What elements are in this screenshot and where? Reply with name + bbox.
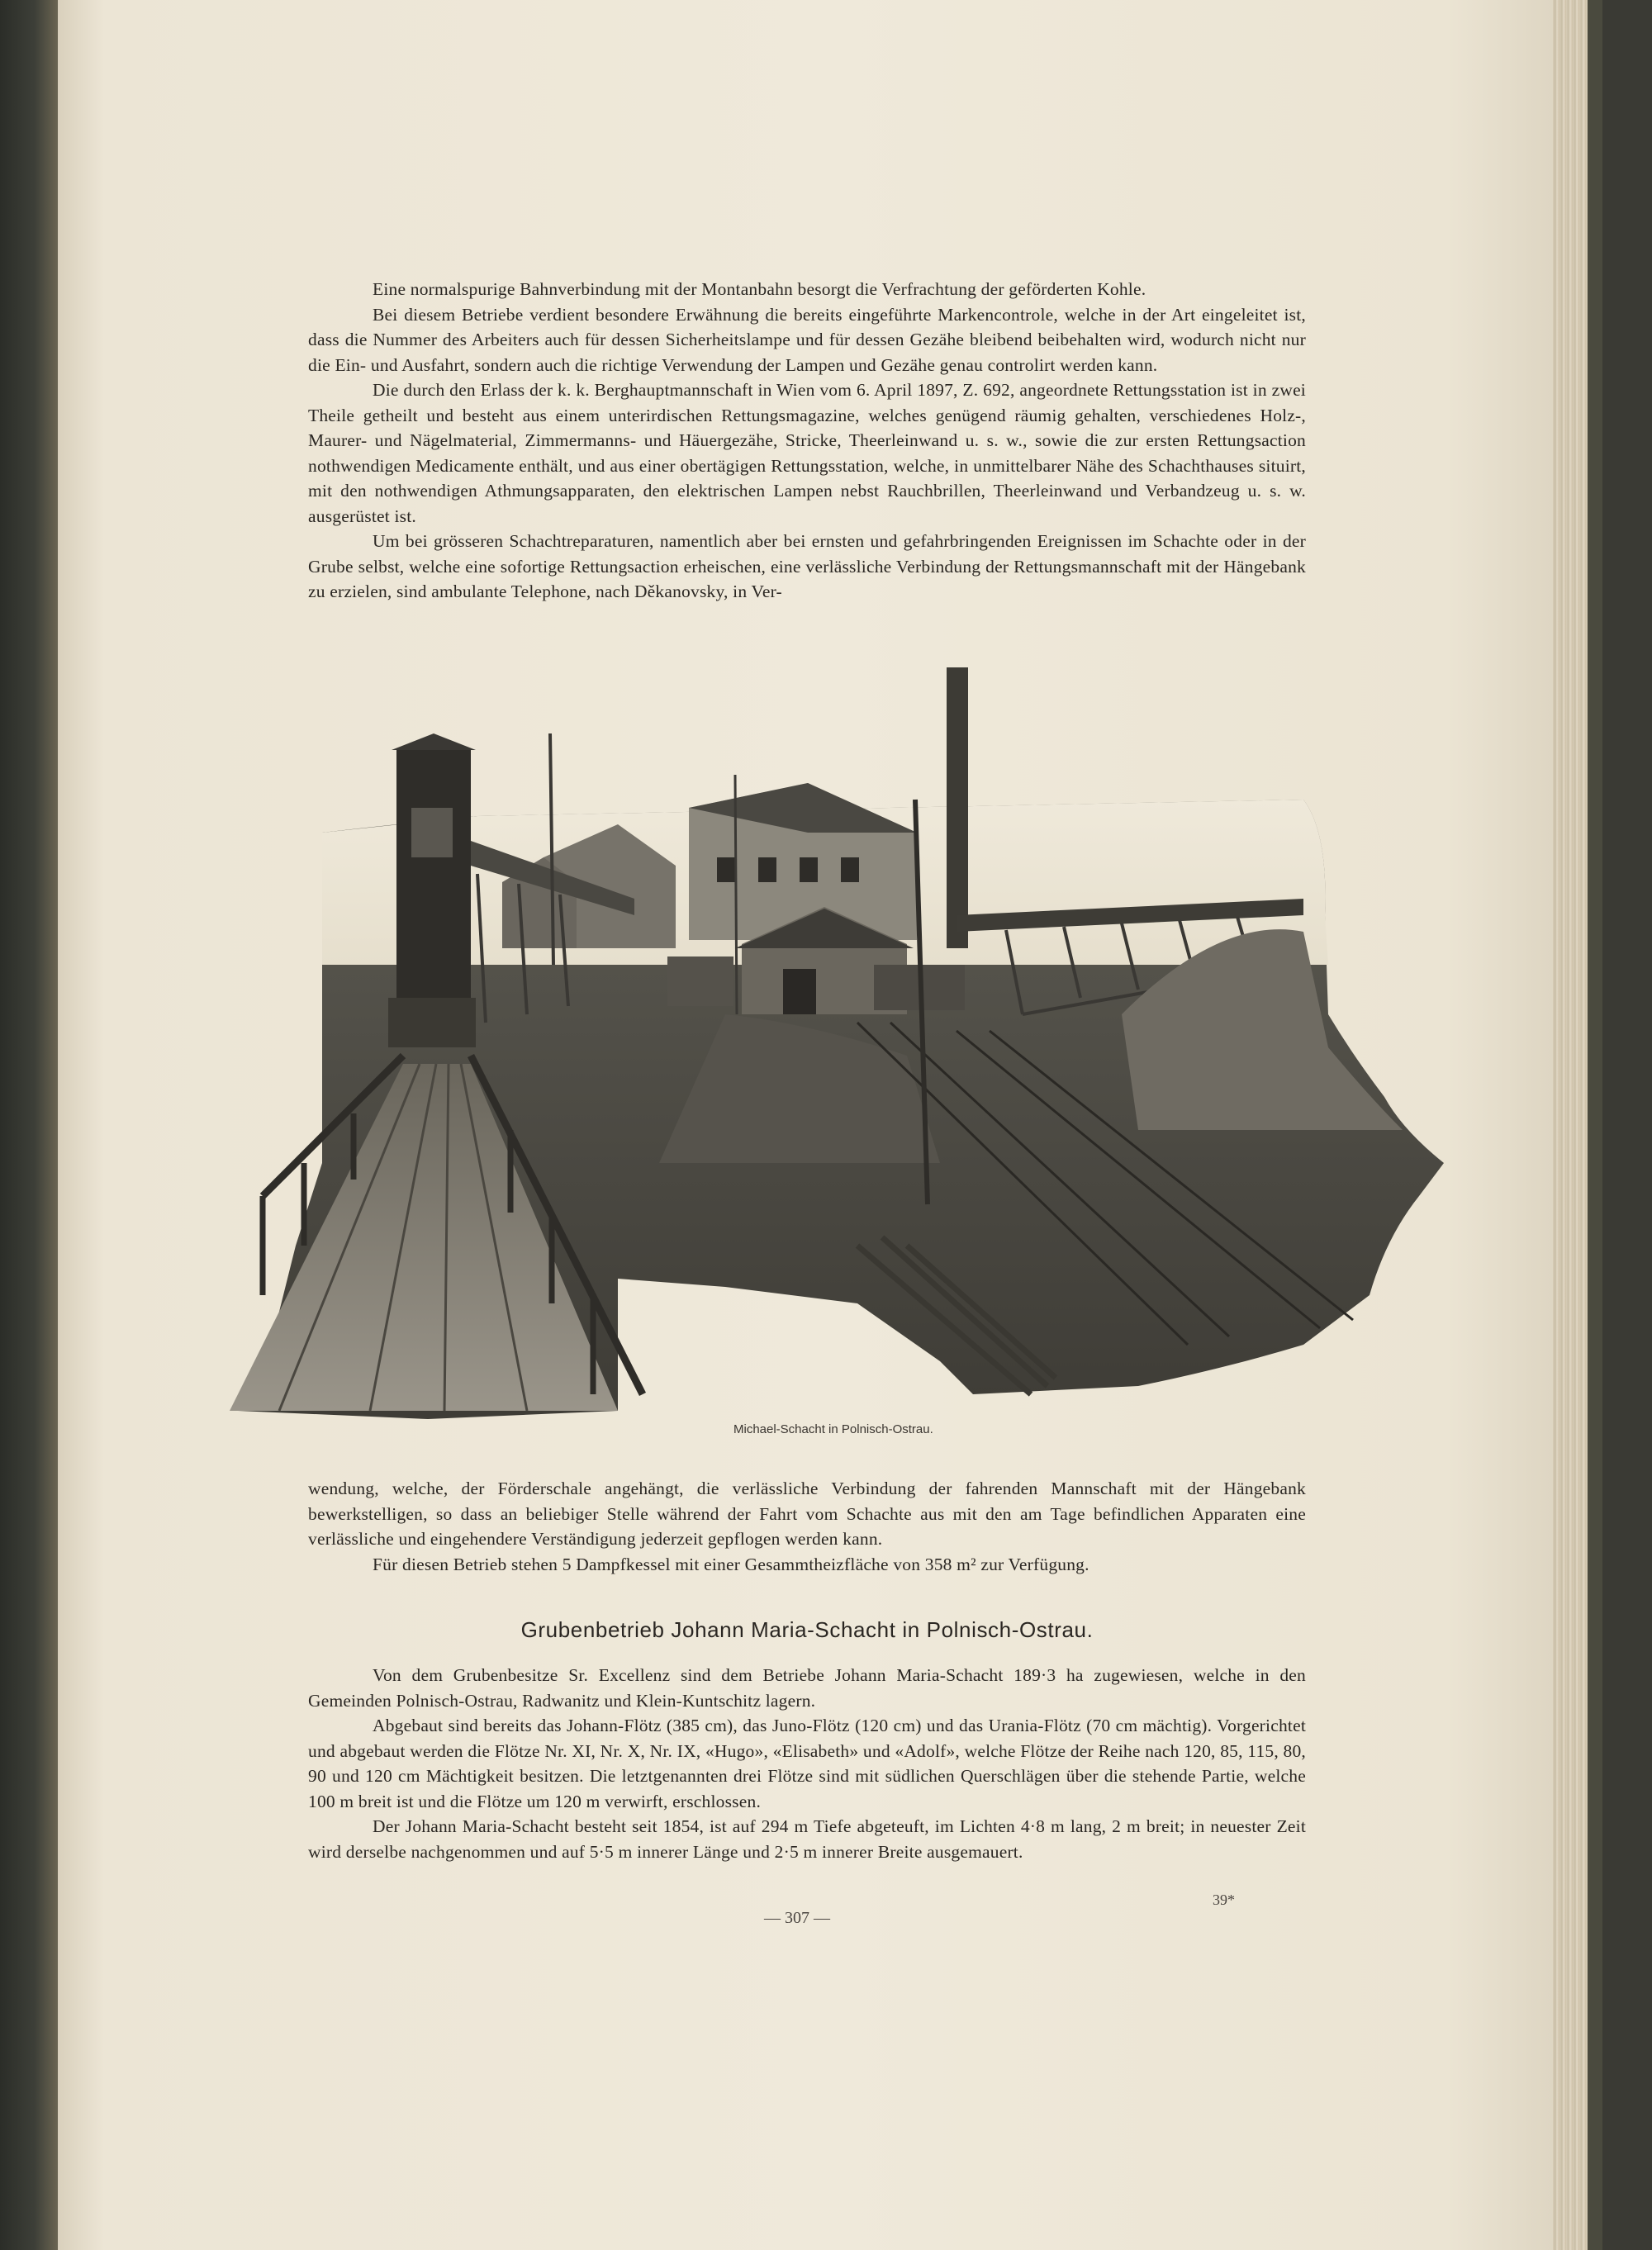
paragraph: Abgebaut sind bereits das Johann-Flötz (385 cm), das Juno-Flötz (120 cm) und das Urania-Flötz (70 cm mächtig). Vorgerichtet und abgebaut werden die Flötze Nr. XI, Nr. X, Nr. IX, «Hugo», «Elisabeth» und «Adolf», welche Flötze der Reihe nach 120, 85, 115, 80, 90 und 120 cm Mächtigkeit besitzen. Die letztgenannten drei Flötze sind mit südlichen Querschlägen über die stehende Partie, welche 100 m breit ist und die Flötze um 120 m verwirft, erschlossen. [308, 1716, 1306, 1811]
paragraph: Von dem Grubenbesitze Sr. Excellenz sind dem Betriebe Johann Maria-Schacht 189·3 ha zugewiesen, welche in den Gemeinden Polnisch-Ostrau, Radwanitz und Klein-Kuntschitz lagern. [308, 1665, 1306, 1711]
section-heading: Grubenbetrieb Johann Maria-Schacht in Polnisch-Ostrau. [520, 1617, 1094, 1642]
paragraph: Die durch den Erlass der k. k. Berghauptmannschaft in Wien vom 6. April 1897, Z. 692, angeordnete Rettungsstation ist in zwei Theile getheilt und besteht aus einem unterirdischen Rettungsmagazine, welches genügend räumig gehalten, verschiedenes Holz-, Maurer- und Nägelmaterial, Zimmermanns- und Häuergezähe, Stricke, Theerleinwand u. s. w., sowie die zur ersten Rettungsaction nothwendigen Medicamente enthält, und aus einer obertägigen Rettungsstation, welche, in unmittelbarer Nähe des Schachthauses situirt, mit den nothwendigen Athmungsapparaten, den elektrischen Lampen nebst Rauchbrillen, Theerleinwand und Verbandzeug u. s. w. ausgerüstet ist. [308, 380, 1306, 526]
mine-photograph [230, 667, 1446, 1427]
paragraph: Der Johann Maria-Schacht besteht seit 1854, ist auf 294 m Tiefe abgeteuft, im Lichten 4·8 m lang, 2 m breit; in neuester Zeit wird derselbe nachgenommen und auf 5·5 m innerer Länge und 2·5 m innerer Breite ausgemauert. [308, 1816, 1306, 1862]
text-block-top [308, 277, 1306, 605]
paragraph: Bei diesem Betriebe verdient besondere Erwähnung die bereits eingeführte Markencontrole, welche in der Art eingeleitet ist, dass die Nummer des Arbeiters auch für dessen Sicherheitslampe und für dessen Gezähe bleibend beibehalten wird, wodurch nicht nur die Ein- und Ausfahrt, sondern auch die richtige Verwendung der Lampen und Gezähe genau controlirt werden kann. [308, 304, 1306, 375]
page-number: — 307 — [764, 1909, 830, 1927]
text-block-middle [308, 1476, 1306, 1577]
paragraph: Für diesen Betrieb stehen 5 Dampfkessel mit einer Gesammtheizfläche von 358 m² zur Verfügung. [373, 1554, 1089, 1574]
paragraph: Eine normalspurige Bahnverbindung mit der Montanbahn besorgt die Verfrachtung der geförderten Kohle. [373, 279, 1146, 299]
text-block-bottom [308, 1663, 1306, 1864]
figure-caption: Michael-Schacht in Polnisch-Ostrau. [733, 1422, 933, 1436]
book-binding-right [1588, 0, 1602, 2250]
book-binding-left [0, 0, 58, 2250]
paragraph: Um bei grösseren Schachtreparaturen, namentlich aber bei ernsten und gefahrbringenden Ereignissen im Schachte oder in der Grube selbst, welche eine sofortige Rettungsaction erheischen, eine verlässliche Verbindung der Rettungsmannschaft mit der Hängebank zu erzielen, sind ambulante Telephone, nach Děkanovsky, in Ver- [308, 531, 1306, 601]
sheet-signature: 39* [1213, 1892, 1235, 1908]
paragraph: wendung, welche, der Förderschale angehängt, die verlässliche Verbindung der fahrenden Mannschaft mit der Hängebank bewerkstelligen, so dass an beliebiger Stelle während der Fahrt vom Schachte aus mit den am Tage befindlichen Apparaten eine verlässliche und eingehendere Verständigung jederzeit gepflogen werden kann. [308, 1479, 1306, 1549]
